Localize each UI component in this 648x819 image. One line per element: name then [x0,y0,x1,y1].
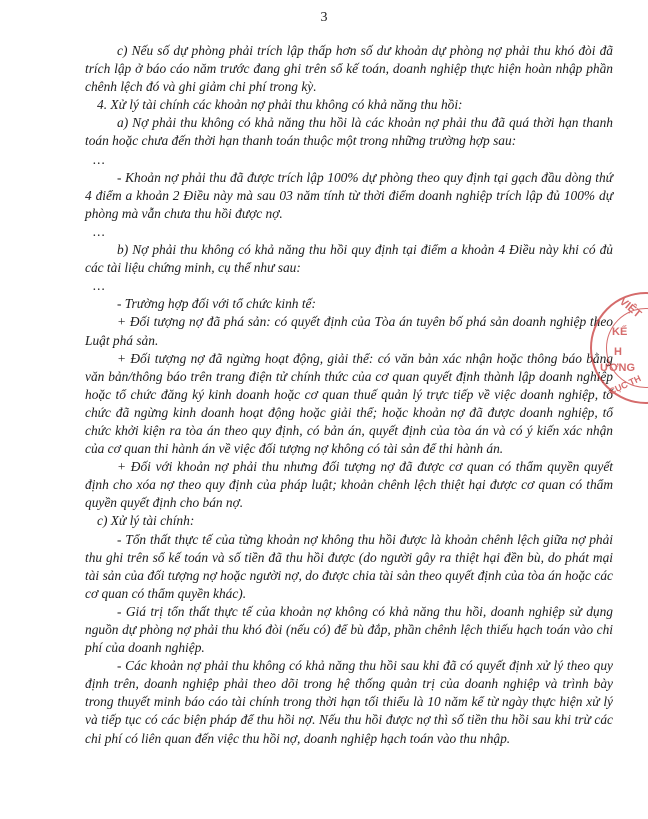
seal-inner-ring [606,308,648,388]
paragraph-economic-org: - Trường hợp đối với tổ chức kinh tế: [117,296,316,312]
seal-text: VIỆT [617,295,644,321]
paragraph-bankrupt: + Đối tượng nợ đã phá sản: có quyết định của Tòa án tuyên bố phá sản doanh nghiệp theo Luật phá sản. [85,314,613,348]
seal-text: H [614,346,622,358]
section-4-heading: 4. Xử lý tài chính các khoản nợ phải thu không có khả năng thu hồi: [97,97,463,113]
paragraph-dissolved: + Đối tượng nợ đã ngừng hoạt động, giải thể: có văn bản xác nhận hoặc thông báo bằng văn bản/thông báo trên trang điện tử chính thức của cơ quan quyết định thành lập doanh nghiệp hoặc tổ chức đăng ký kinh doanh hoặc cơ quan thuế quản lý trực tiếp về việc doanh nghiệp, tổ chức đã ngừng kinh doanh hoạt động hoặc giải thể; hoặc khoản nợ đã được doanh nghiệp, tổ chức khởi kiện ra tòa án theo quy định, có bản án, quyết định của tòa án và có ý kiến xác nhận của cơ quan thi hành án về việc đối tượng nợ không có tài sản để thi hành án. [85,350,613,457]
paragraph-b-evidence: b) Nợ phải thu không có khả năng thu hồi quy định tại điểm a khoản 4 Điều này khi có đủ các tài liệu chứng minh, cụ thể như sau: [85,242,613,276]
ellipsis: ... [93,223,107,239]
paragraph-tracking: - Các khoản nợ phải thu không có khả năng thu hồi sau khi đã có quyết định xử lý theo quy định trên, doanh nghiệp phải theo dõi trong hệ thống quản trị của doanh nghiệp và trình bày trong thuyết minh báo cáo tài chính trong thời hạn tối thiểu là 10 năm kể từ ngày thực hiện xử lý và tiếp tục có các biện pháp để thu hồi nợ. Nếu thu hồi được nợ thì số tiền thu hồi sau khi trừ các chi phí có liên quan đến việc thu hồi nợ, doanh nghiệp hạch toán vào thu nhập. [85,658,613,746]
paragraph-100-percent: - Khoản nợ phải thu đã được trích lập 100% dự phòng theo quy định tại gạch đầu dòng thứ 4 điểm a khoản 2 Điều này mà sau 03 năm tính từ thời điểm doanh nghiệp trích lập đủ 100% dự phòng mà vẫn chưa thu hồi được nợ. [85,169,613,221]
seal-text: KẾ [612,326,628,338]
paragraph-a-definition: a) Nợ phải thu không có khả năng thu hồi là các khoản nợ phải thu đã quá thời hạn thanh toán hoặc chưa đến thời hạn thanh toán thuộc một trong những trường hợp sau: [85,115,613,149]
paragraph-c-reversal: c) Nếu số dự phòng phải trích lập thấp hơn số dư khoản dự phòng nợ phải thu khó đòi đã trích lập ở báo cáo năm trước đang ghi trên sổ kế toán, doanh nghiệp thực hiện hoàn nhập phần chênh lệch đó và ghi giảm chi phí trong kỳ. [85,43,613,95]
paragraph-actual-loss: - Tổn thất thực tế của từng khoản nợ không thu hồi được là khoản chênh lệch giữa nợ phải thu ghi trên sổ kế toán và số tiền đã thu hồi được (do người gây ra thiệt hại đền bù, do phát mại tài sản của đối tượng nợ hoặc người nợ, do được chia tài sản theo quyết định của tòa án hoặc các cơ quan có thẩm quyền khác). [85,531,613,601]
page-number: 3 [320,10,328,25]
paragraph-debt-cancelled: + Đối với khoản nợ phải thu nhưng đối tượng nợ đã được cơ quan có thẩm quyền quyết định cho xóa nợ theo quy định của pháp luật; khoản chênh lệch thiệt hại được cơ quan có thẩm quyền quyết định cho bán nợ. [85,459,613,511]
ellipsis: ... [93,151,107,167]
ellipsis: ... [93,278,107,294]
paragraph-c-heading: c) Xử lý tài chính: [97,513,195,529]
seal-text: ƯƠNG [600,362,636,374]
paragraph-loss-value: - Giá trị tổn thất thực tế của khoản nợ không có khả năng thu hồi, doanh nghiệp sử dụng nguồn dự phòng nợ phải thu khó đòi (nếu có) để bù đắp, phần chênh lệch thiếu hạch toán vào chi phí của doanh nghiệp. [85,603,613,656]
document-body [85,42,613,748]
seal-text: CỤC TH [607,373,643,397]
